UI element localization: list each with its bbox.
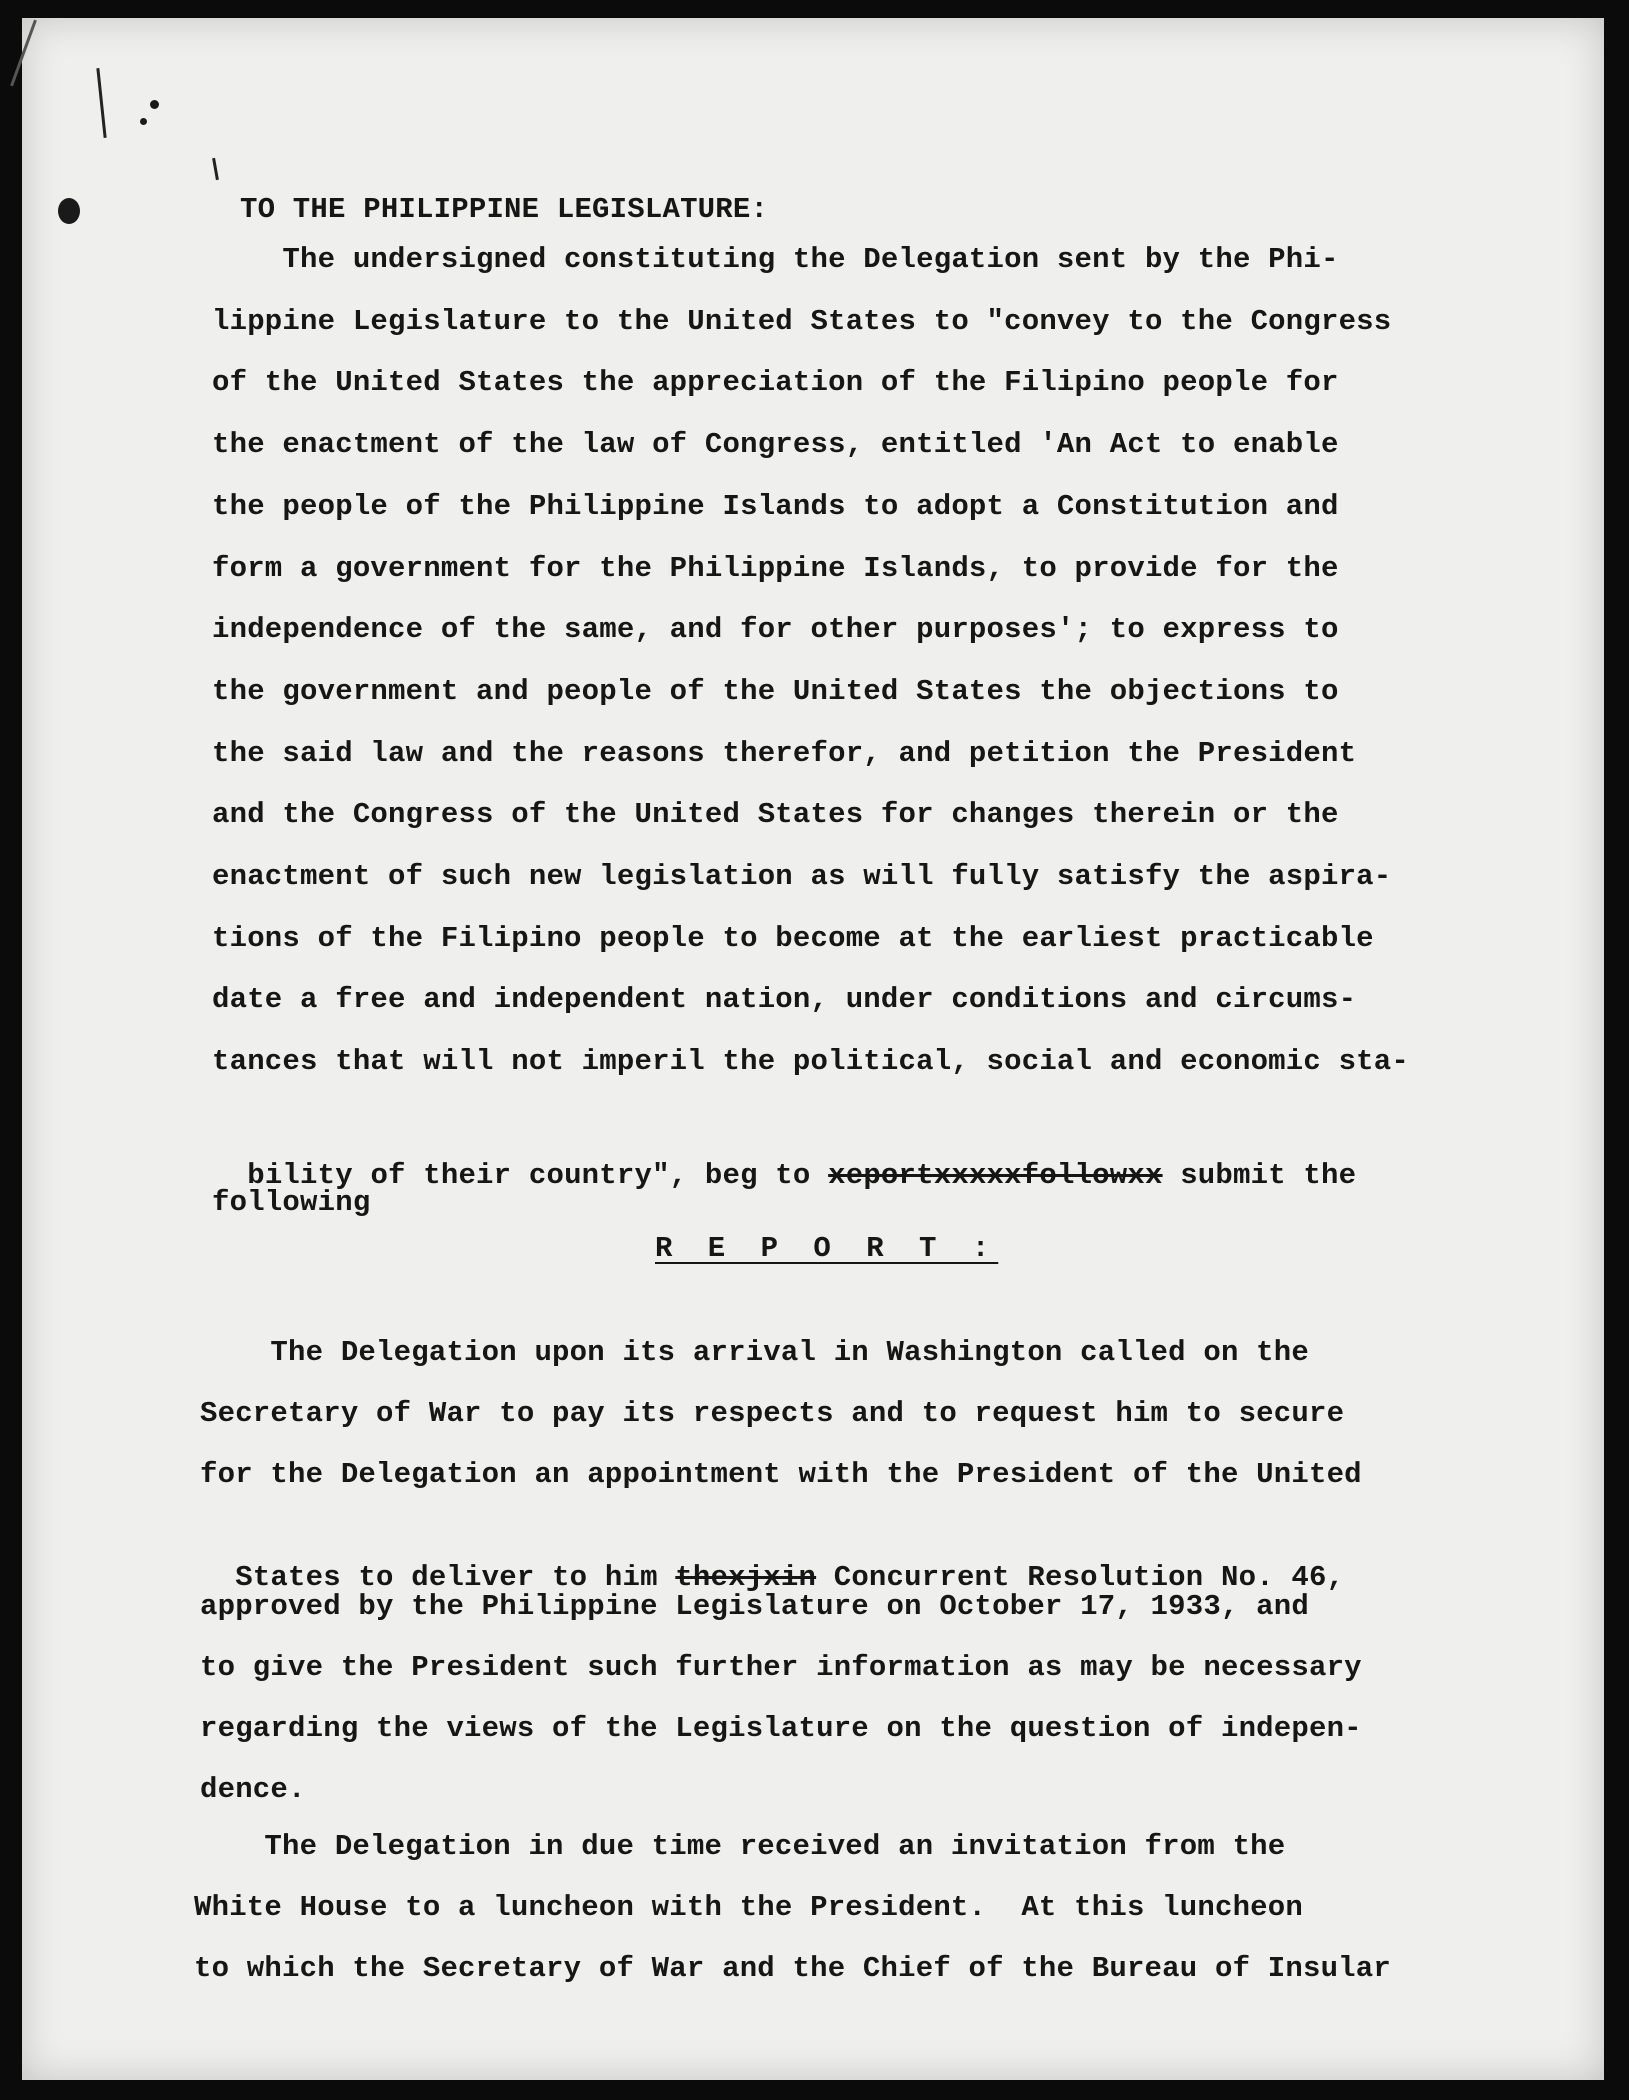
intro-line: the enactment of the law of Congress, entitled 'An Act to enable bbox=[212, 428, 1339, 462]
intro-line: and the Congress of the United States for changes therein or the bbox=[212, 798, 1339, 832]
intro-line: date a free and independent nation, under conditions and circums- bbox=[212, 983, 1357, 1017]
para2-line: Secretary of War to pay its respects and to request him to secure bbox=[200, 1397, 1345, 1430]
para2-line: to give the President such further information as may be necessary bbox=[200, 1651, 1362, 1684]
struck-text: xeportxxxxxfollowxx bbox=[828, 1159, 1163, 1192]
document-heading: TO THE PHILIPPINE LEGISLATURE: bbox=[240, 193, 769, 226]
struck-text: thexjxin bbox=[675, 1561, 817, 1594]
para2-line: approved by the Philippine Legislature on October 17, 1933, and bbox=[200, 1590, 1309, 1623]
para2-line-text: Concurrent Resolution No. 46, bbox=[816, 1561, 1345, 1594]
para2-line: dence. bbox=[200, 1773, 306, 1806]
ink-dot bbox=[150, 100, 159, 109]
intro-line: the people of the Philippine Islands to adopt a Constitution and bbox=[212, 489, 1339, 523]
pen-mark bbox=[212, 158, 219, 180]
para2-line: for the Delegation an appointment with the President of the United bbox=[200, 1458, 1362, 1491]
intro-line: tions of the Filipino people to become at the earliest practicable bbox=[212, 921, 1374, 955]
intro-final-line: following bbox=[212, 1186, 371, 1219]
para2-line: regarding the views of the Legislature on the question of indepen- bbox=[200, 1712, 1362, 1745]
intro-line-text: submit the bbox=[1162, 1159, 1357, 1192]
intro-line: independence of the same, and for other purposes'; to express to bbox=[212, 613, 1339, 647]
intro-line: form a government for the Philippine Islands, to provide for the bbox=[212, 551, 1339, 585]
intro-struck-line bbox=[212, 1126, 1356, 1192]
para2-line-text: States to deliver to him bbox=[235, 1561, 676, 1594]
ink-blot bbox=[58, 198, 80, 224]
para3-line: The Delegation in due time received an invitation from the bbox=[194, 1830, 1286, 1863]
intro-line: enactment of such new legislation as will fully satisfy the aspira- bbox=[212, 860, 1392, 893]
intro-line: tances that will not imperil the political, social and economic sta- bbox=[212, 1045, 1409, 1079]
intro-line: of the United States the appreciation of the Filipino people for bbox=[212, 366, 1339, 400]
page-corner-fold bbox=[10, 20, 37, 87]
intro-line: the government and people of the United States the objections to bbox=[212, 674, 1339, 708]
intro-line: lippine Legislature to the United States to "convey to the Congress bbox=[212, 304, 1392, 338]
intro-line: the said law and the reasons therefor, and petition the President bbox=[212, 736, 1357, 770]
pen-mark bbox=[96, 68, 106, 138]
intro-line: The undersigned constituting the Delegation sent by the Phi- bbox=[212, 243, 1339, 276]
intro-line-text: bility of their country", beg to bbox=[247, 1159, 829, 1192]
ink-dot bbox=[140, 118, 147, 125]
report-title: R E P O R T : bbox=[655, 1232, 999, 1265]
para2-struck-line bbox=[200, 1528, 1344, 1594]
para3-line: to which the Secretary of War and the Chief of the Bureau of Insular bbox=[194, 1952, 1391, 1985]
para3-line: White House to a luncheon with the President. At this luncheon bbox=[194, 1891, 1303, 1924]
para2-line: The Delegation upon its arrival in Washington called on the bbox=[200, 1336, 1309, 1369]
